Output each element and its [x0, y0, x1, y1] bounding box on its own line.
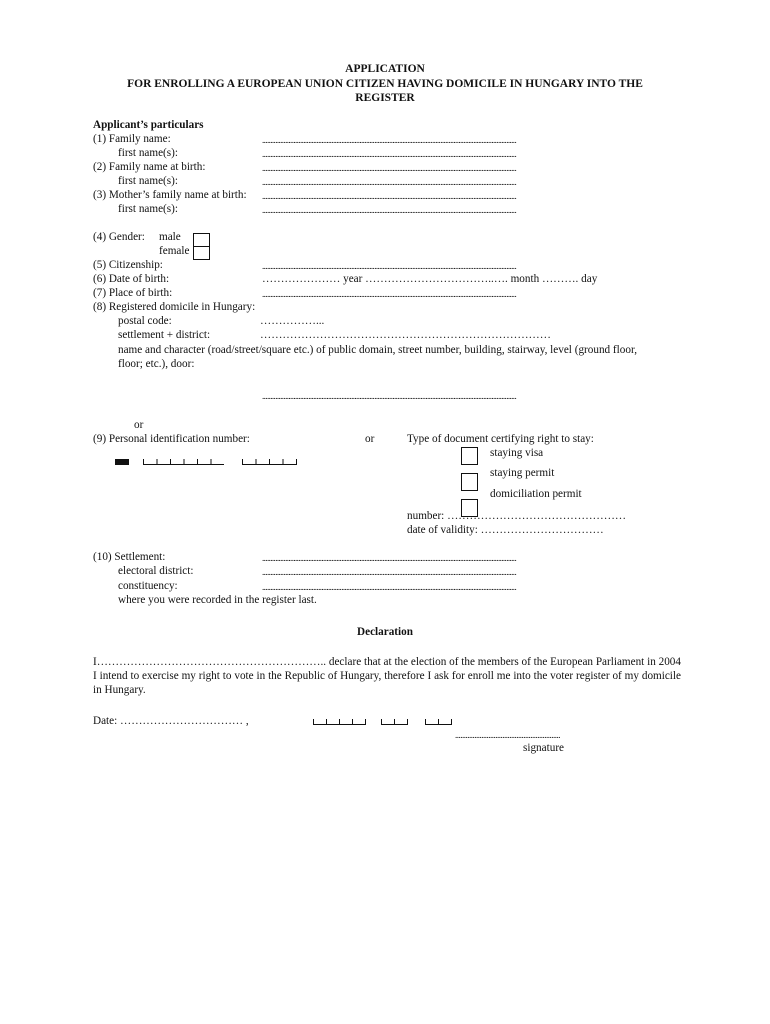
- declaration-text: I…………………………………………………….. declare that at the election of the members of the European Parliament in 2004 I intend to exercise my right to vote in the Republic of Hungary, therefore I ask for enroll me into the voter register of my domicile in Hungary.: [93, 656, 681, 696]
- date-of-validity-field[interactable]: date of validity: ……………………………: [407, 524, 604, 536]
- family-name-birth-field[interactable]: ..........................................................................................................................................................: [262, 163, 517, 173]
- date-day-boxes[interactable]: [425, 719, 452, 725]
- mother-family-name-label: (3) Mother’s family name at birth:: [93, 189, 247, 201]
- domiciliation-permit-label: domiciliation permit: [490, 488, 582, 500]
- form-subtitle: FOR ENROLLING A EUROPEAN UNION CITIZEN HAVING DOMICILE IN HUNGARY INTO THE: [127, 78, 643, 90]
- first-names-field-1[interactable]: ..........................................................................................................................................................: [262, 149, 517, 159]
- postal-code-label: postal code:: [118, 315, 172, 327]
- personal-id-digit-1[interactable]: [115, 459, 129, 465]
- doc-type-label: Type of document certifying right to stay:: [407, 433, 594, 445]
- public-domain-label-1: name and character (road/street/square etc.) of public domain, street number, building, stairway, level (ground floor,: [118, 344, 638, 356]
- gender-male-label: male: [159, 231, 181, 243]
- family-name-birth-label: (2) Family name at birth:: [93, 161, 206, 173]
- or-label-middle: or: [365, 433, 375, 445]
- staying-visa-label: staying visa: [490, 447, 544, 459]
- mother-family-name-field[interactable]: ..........................................................................................................................................................: [262, 191, 517, 201]
- staying-permit-label: staying permit: [490, 467, 555, 479]
- dob-field[interactable]: ………………… year ……………………………..…. month ………. day: [262, 273, 598, 285]
- first-names-label-1: first name(s):: [118, 147, 178, 159]
- staying-permit-checkbox[interactable]: [461, 473, 478, 491]
- domicile-label: (8) Registered domicile in Hungary:: [93, 301, 256, 313]
- first-names-label-3: first name(s):: [118, 203, 178, 215]
- public-domain-label-2: floor; etc.), door:: [118, 358, 195, 370]
- gender-female-checkbox[interactable]: [193, 246, 210, 260]
- settlement-field[interactable]: ..........................................................................................................................................................: [262, 553, 517, 563]
- family-name-label: (1) Family name:: [93, 133, 171, 145]
- place-of-birth-label: (7) Place of birth:: [93, 287, 173, 299]
- settlement-district-label: settlement + district:: [118, 329, 211, 341]
- signature-label: signature: [523, 742, 565, 754]
- constituency-label: constituency:: [118, 580, 178, 592]
- staying-visa-checkbox[interactable]: [461, 447, 478, 465]
- first-names-label-2: first name(s):: [118, 175, 178, 187]
- gender-female-label: female: [159, 245, 190, 257]
- form-subtitle-register: REGISTER: [355, 92, 415, 104]
- settlement-district-field[interactable]: ……………………………………………………………………: [260, 329, 551, 341]
- first-names-field-3[interactable]: ..........................................................................................................................................................: [262, 205, 517, 215]
- date-month-boxes[interactable]: [381, 719, 408, 725]
- gender-label: (4) Gender:: [93, 231, 145, 243]
- or-label-left: or: [134, 419, 144, 431]
- family-name-field[interactable]: ..........................................................................................................................................................: [262, 135, 517, 145]
- personal-id-digits-2-7[interactable]: [143, 459, 224, 465]
- constituency-field[interactable]: ..........................................................................................................................................................: [262, 582, 517, 592]
- electoral-district-label: electoral district:: [118, 565, 194, 577]
- postal-code-field[interactable]: ……………...: [260, 315, 325, 327]
- place-of-birth-field[interactable]: ..........................................................................................................................................................: [262, 289, 517, 299]
- settlement-label: (10) Settlement:: [93, 551, 166, 563]
- document-number-field[interactable]: number: …………………………………………: [407, 510, 627, 522]
- declaration-heading: Declaration: [357, 626, 413, 638]
- citizenship-field[interactable]: ..........................................................................................................................................................: [262, 261, 517, 271]
- dob-label: (6) Date of birth:: [93, 273, 170, 285]
- public-domain-field[interactable]: ..........................................................................................................................................................: [262, 391, 517, 401]
- personal-id-digits-8-11[interactable]: [242, 459, 297, 465]
- particulars-heading: Applicant’s particulars: [93, 119, 204, 131]
- form-title: APPLICATION: [345, 63, 425, 75]
- personal-id-label: (9) Personal identification number:: [93, 433, 250, 445]
- signature-line[interactable]: ............................................................: [455, 730, 560, 740]
- first-names-field-2[interactable]: ..........................................................................................................................................................: [262, 177, 517, 187]
- electoral-district-field[interactable]: ..........................................................................................................................................................: [262, 567, 517, 577]
- date-field[interactable]: Date: …………………………… ,: [93, 715, 249, 727]
- register-note: where you were recorded in the register last.: [118, 594, 317, 606]
- date-year-boxes[interactable]: [313, 719, 366, 725]
- citizenship-label: (5) Citizenship:: [93, 259, 163, 271]
